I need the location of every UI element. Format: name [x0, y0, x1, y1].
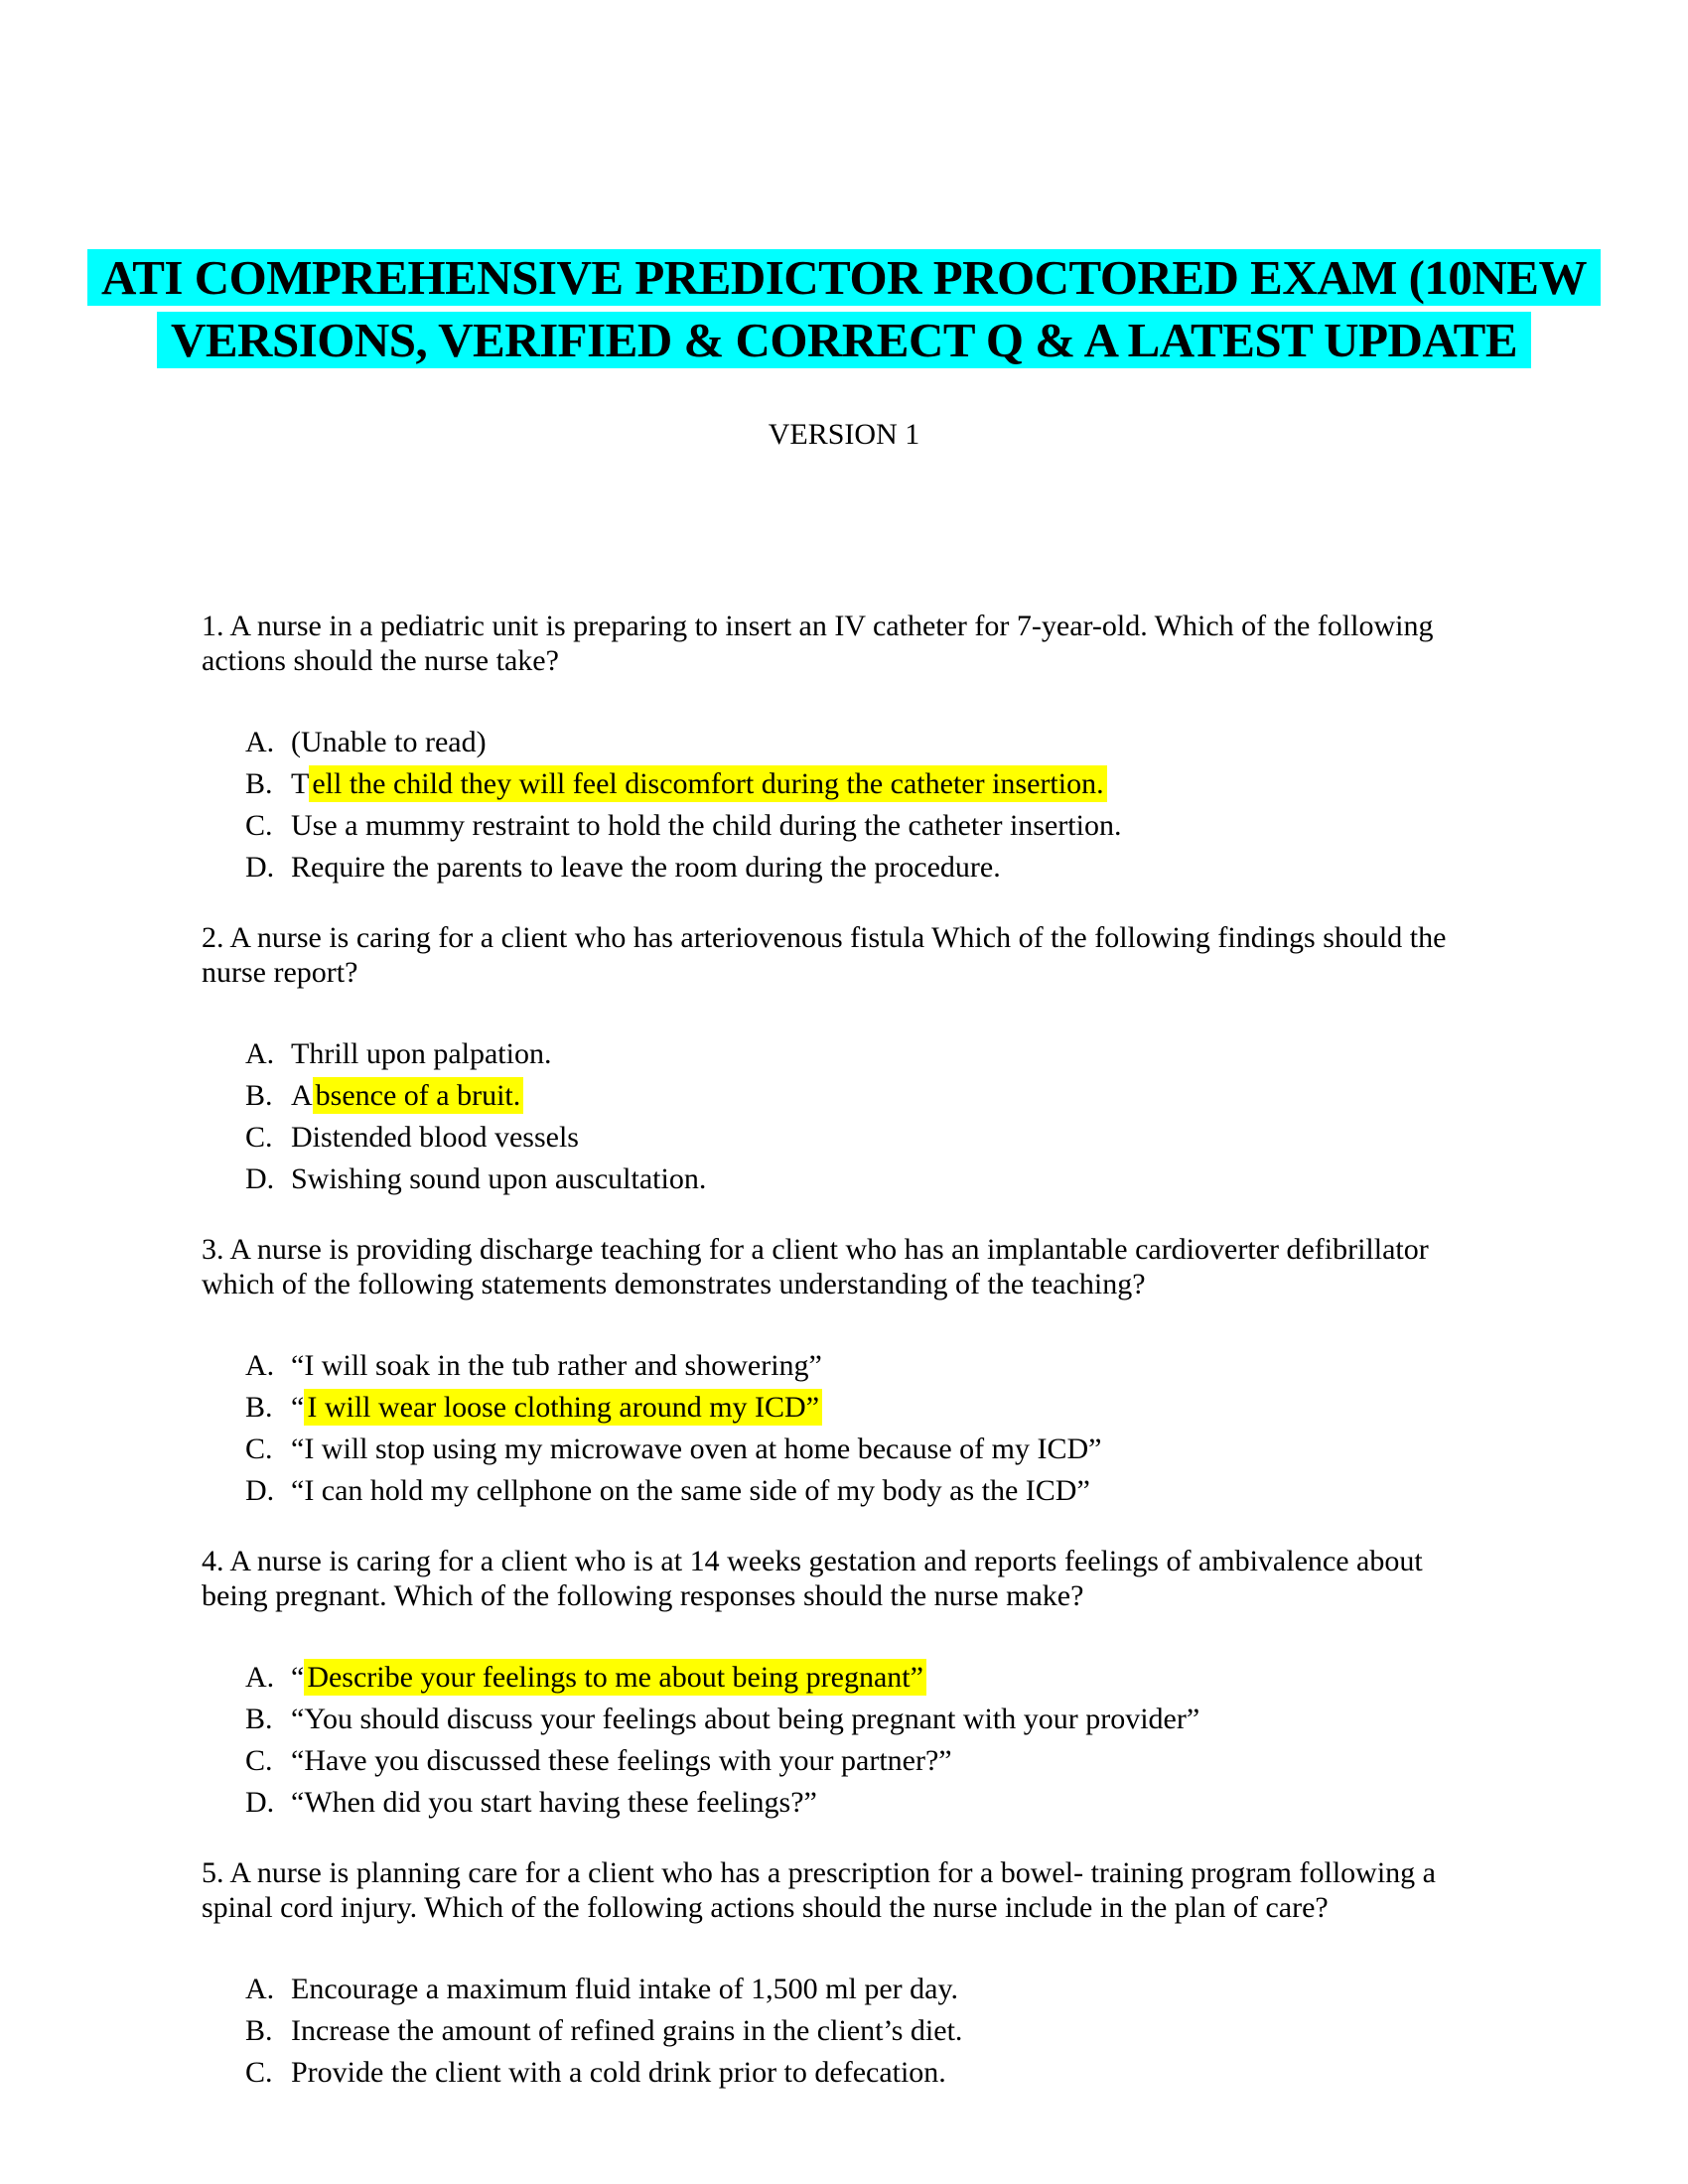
option-letter: D. [245, 1474, 275, 1507]
option-row-a [245, 1657, 1492, 1699]
option-text [291, 847, 1492, 888]
option-letter: A. [245, 1661, 275, 1694]
option-text [291, 2010, 1492, 2052]
option-row-b [245, 2010, 1492, 2052]
option-text [291, 763, 1492, 805]
question-text [202, 920, 1492, 990]
version-label: VERSION 1 [768, 418, 920, 451]
option-letter: C. [245, 1121, 273, 1154]
option-text-plain: “ [291, 1391, 305, 1424]
option-text-highlight: bsence of a bruit. [313, 1077, 524, 1114]
option-text-plain: Require the parents to leave the room during the procedure. [291, 851, 1001, 884]
option-row-c [245, 1740, 1492, 1782]
option-text-plain: “Have you discussed these feelings with your partner?” [291, 1744, 952, 1777]
option-letter: C. [245, 809, 273, 842]
title-line-2-text: VERSIONS, VERIFIED & CORRECT Q & A LATEST UPDATE [157, 312, 1531, 368]
option-letter: D. [245, 1162, 275, 1195]
option-row-d [245, 1782, 1492, 1824]
question-number: 5. [202, 1856, 224, 1889]
option-text-plain: Encourage a maximum fluid intake of 1,500 ml per day. [291, 1973, 959, 2005]
option-text-highlight: ell the child they will feel discomfort during the catheter insertion. [309, 765, 1106, 802]
option-row-b [245, 763, 1492, 805]
option-text [291, 1657, 1492, 1699]
option-text-plain: “I will soak in the tub rather and showering” [291, 1349, 822, 1382]
question-body: A nurse is providing discharge teaching for a client who has an implantable cardioverter defibrillator which of the following statements demonstrates understanding of the teaching? [202, 1233, 1429, 1300]
option-text-plain: “I will stop using my microwave oven at home because of my ICD” [291, 1433, 1102, 1465]
option-letter: C. [245, 1433, 273, 1465]
document-title [60, 246, 1628, 371]
option-text-plain: Provide the client with a cold drink prior to defecation. [291, 2056, 946, 2089]
option-letter: B. [245, 2014, 273, 2047]
option-text [291, 1387, 1492, 1429]
options-list [202, 722, 1492, 888]
options-list [202, 1969, 1492, 2094]
option-text [291, 805, 1492, 847]
option-row-b [245, 1699, 1492, 1740]
title-line-1-text: ATI COMPREHENSIVE PREDICTOR PROCTORED EXAM (10NEW [87, 249, 1601, 306]
options-list [202, 1657, 1492, 1824]
option-text-plain: “I can hold my cellphone on the same side of my body as the ICD” [291, 1474, 1090, 1507]
question-text [202, 1232, 1492, 1301]
question-number: 2. [202, 921, 224, 954]
option-row-a [245, 1033, 1492, 1075]
option-row-c [245, 1429, 1492, 1470]
question-body: A nurse is caring for a client who has arteriovenous fistula Which of the following findings should the nurse report? [202, 921, 1447, 989]
option-row-b [245, 1387, 1492, 1429]
option-row-d [245, 1159, 1492, 1200]
option-text [291, 1075, 1492, 1117]
option-row-b [245, 1075, 1492, 1117]
option-letter: C. [245, 1744, 273, 1777]
questions-list [202, 609, 1492, 2094]
option-text [291, 1470, 1492, 1512]
question-number: 1. [202, 610, 224, 642]
question-4 [202, 1544, 1492, 1824]
question-text [202, 609, 1492, 678]
option-text [291, 1159, 1492, 1200]
title-line-1 [60, 246, 1628, 309]
question-body: A nurse is caring for a client who is at 14 weeks gestation and reports feelings of ambivalence about being pregnant. Which of the following responses should the nurse make? [202, 1545, 1423, 1612]
option-row-a [245, 722, 1492, 763]
option-text [291, 1429, 1492, 1470]
question-text [202, 1544, 1492, 1613]
option-text [291, 1782, 1492, 1824]
option-letter: A. [245, 1973, 275, 2005]
option-text-highlight: Describe your feelings to me about being pregnant” [304, 1659, 926, 1696]
option-text [291, 1033, 1492, 1075]
option-letter: B. [245, 1703, 273, 1735]
option-letter: C. [245, 2056, 273, 2089]
option-letter: A. [245, 1349, 275, 1382]
option-letter: B. [245, 767, 273, 800]
option-row-c [245, 805, 1492, 847]
question-text [202, 1855, 1492, 1925]
options-list [202, 1033, 1492, 1200]
option-text [291, 1117, 1492, 1159]
option-text [291, 1740, 1492, 1782]
question-number: 4. [202, 1545, 224, 1577]
option-text-plain: T [291, 767, 310, 800]
option-row-a [245, 1345, 1492, 1387]
question-3 [202, 1232, 1492, 1512]
option-text-highlight: I will wear loose clothing around my ICD” [304, 1389, 822, 1426]
option-text-plain: “When did you start having these feelings?” [291, 1786, 817, 1819]
option-text [291, 1345, 1492, 1387]
option-letter: A. [245, 726, 275, 758]
option-text-plain: A [291, 1079, 313, 1112]
option-text-plain: Use a mummy restraint to hold the child during the catheter insertion. [291, 809, 1122, 842]
question-2 [202, 920, 1492, 1200]
option-text-plain: Thrill upon palpation. [291, 1037, 552, 1070]
option-row-d [245, 847, 1492, 888]
option-letter: D. [245, 1786, 275, 1819]
question-5 [202, 1855, 1492, 2094]
option-text [291, 2052, 1492, 2094]
question-number: 3. [202, 1233, 224, 1266]
question-body: A nurse in a pediatric unit is preparing to insert an IV catheter for 7-year-old. Which of the following actions should the nurse take? [202, 610, 1434, 677]
option-text-plain: “You should discuss your feelings about being pregnant with your provider” [291, 1703, 1200, 1735]
option-letter: A. [245, 1037, 275, 1070]
option-row-d [245, 1470, 1492, 1512]
option-text-plain: Swishing sound upon auscultation. [291, 1162, 707, 1195]
option-text [291, 1699, 1492, 1740]
option-text-plain: Increase the amount of refined grains in the client’s diet. [291, 2014, 963, 2047]
option-row-c [245, 2052, 1492, 2094]
option-letter: B. [245, 1391, 273, 1424]
option-text-plain: (Unable to read) [291, 726, 487, 758]
option-text-plain: “ [291, 1661, 305, 1694]
question-body: A nurse is planning care for a client who has a prescription for a bowel- training program following a spinal cord injury. Which of the following actions should the nurse include in the plan of care? [202, 1856, 1436, 1924]
option-text-plain: Distended blood vessels [291, 1121, 579, 1154]
question-1 [202, 609, 1492, 888]
option-text [291, 722, 1492, 763]
options-list [202, 1345, 1492, 1512]
option-text [291, 1969, 1492, 2010]
option-row-c [245, 1117, 1492, 1159]
title-line-2 [60, 309, 1628, 371]
option-row-a [245, 1969, 1492, 2010]
option-letter: D. [245, 851, 275, 884]
option-letter: B. [245, 1079, 273, 1112]
